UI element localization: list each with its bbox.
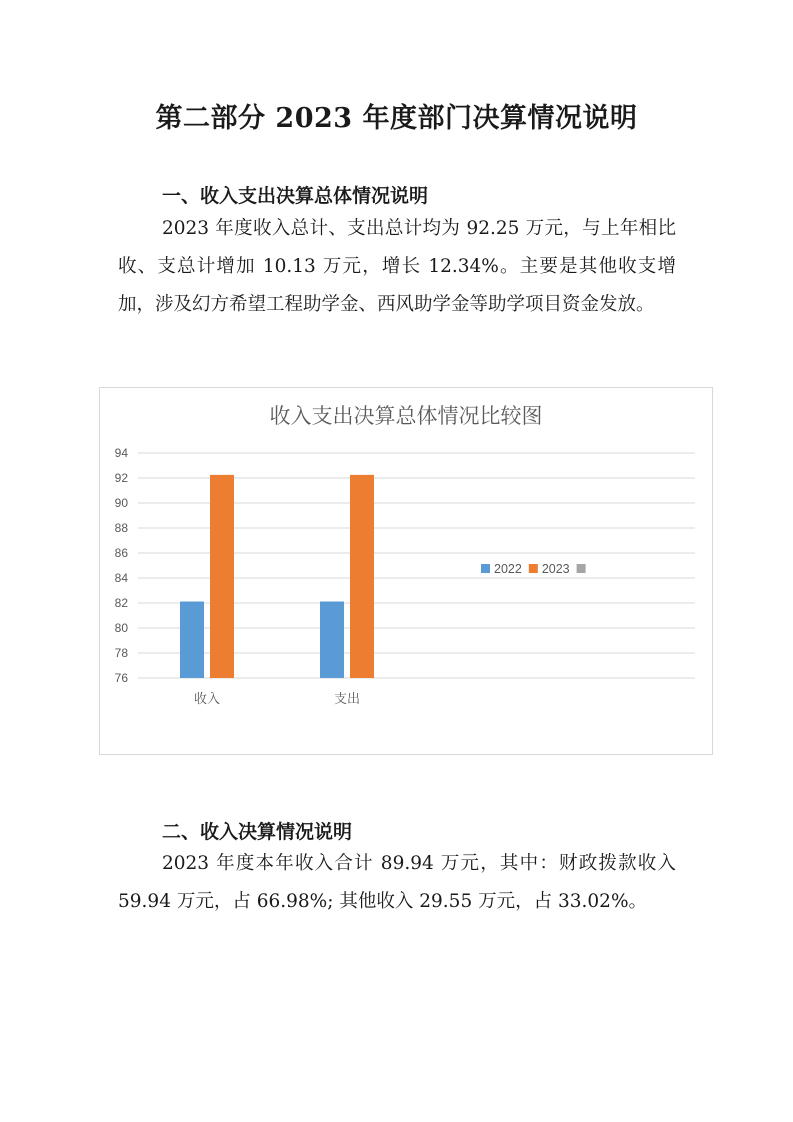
legend-swatch — [577, 564, 586, 573]
chart-title: 收入支出决算总体情况比较图 — [269, 404, 543, 428]
y-tick-label: 78 — [114, 646, 128, 660]
y-tick-label: 92 — [114, 471, 128, 485]
legend-swatch — [481, 564, 490, 573]
y-tick-label: 84 — [114, 571, 128, 585]
chart-x-axis — [194, 691, 360, 707]
y-tick-label: 80 — [114, 621, 128, 635]
legend-swatch — [529, 564, 538, 573]
chart-y-axis — [115, 446, 129, 685]
y-tick-label: 76 — [114, 671, 128, 685]
x-category-label: 支出 — [333, 692, 361, 707]
chart-canvas — [100, 388, 712, 754]
y-tick-label: 86 — [114, 546, 128, 560]
y-tick-label: 82 — [114, 596, 128, 610]
page-title: 第二部分 2023 年度部门决算情况说明 — [155, 103, 638, 134]
bar-2022-支出 — [320, 602, 344, 679]
bar-2023-收入 — [210, 475, 234, 678]
section-paragraph-overall: 2023 年度收入总计、支出总计均为 92.25 万元，与上年相比收、支总计增加 10.13 万元，增长 12.34%。主要是其他收支增加，涉及幻方希望工程助学金、西风助学金等助学项目资金发放。 — [118, 218, 676, 315]
y-tick-label: 94 — [114, 446, 128, 460]
y-tick-label: 90 — [114, 496, 128, 510]
chart-bars — [180, 475, 374, 678]
bar-2022-收入 — [180, 602, 204, 679]
section-heading-overall: 一、收入支出决算总体情况说明 — [162, 185, 429, 207]
income-expense-chart — [99, 387, 713, 755]
chart-legend — [481, 562, 586, 576]
section-paragraph-income: 2023 年度本年收入合计 89.94 万元，其中：财政拨款收入 59.94 万元，占 66.98%; 其他收入 29.55 万元，占 33.02%。 — [118, 853, 676, 912]
legend-label: 2023 — [541, 562, 570, 576]
section-heading-income: 二、收入决算情况说明 — [162, 821, 353, 843]
x-category-label: 收入 — [193, 692, 221, 707]
y-tick-label: 88 — [114, 521, 128, 535]
bar-2023-支出 — [350, 475, 374, 678]
legend-label: 2022 — [494, 562, 522, 576]
